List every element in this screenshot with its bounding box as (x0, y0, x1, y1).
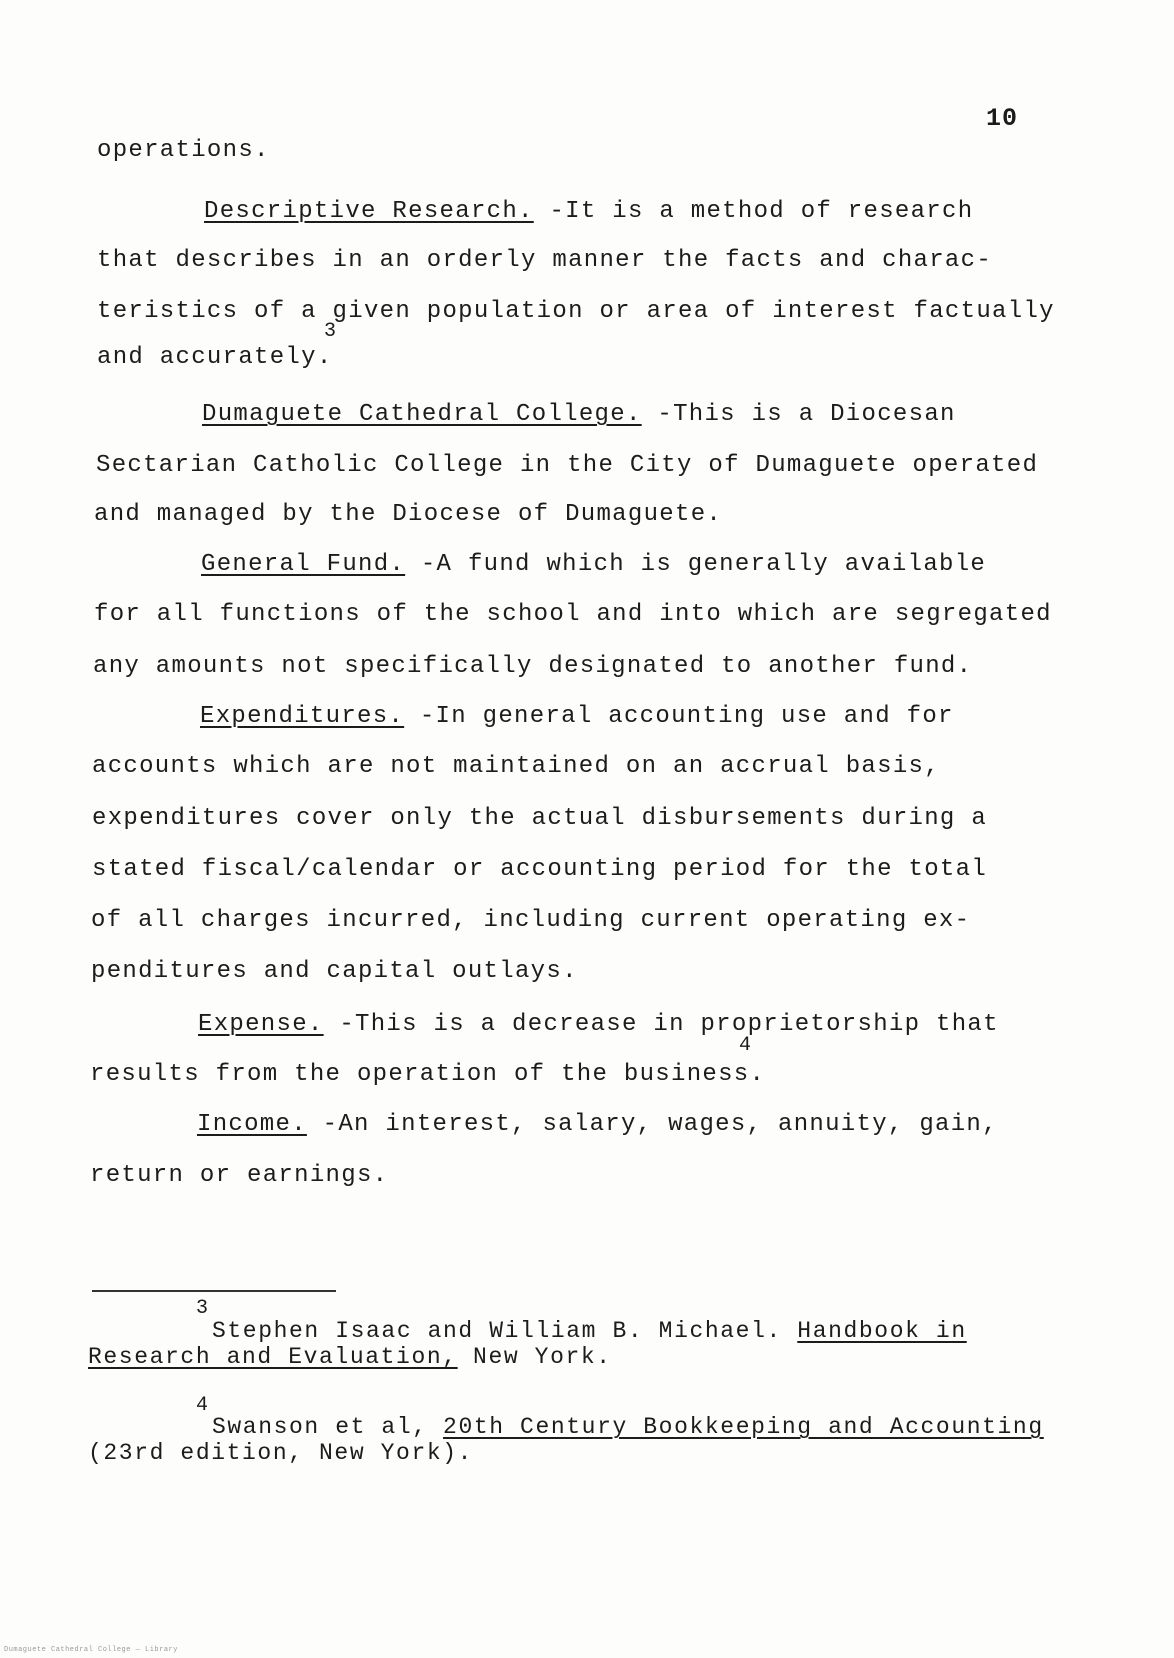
term-descriptive-research: Descriptive Research. (204, 198, 534, 225)
expenditures-line-3: expenditures cover only the actual disbursements during a (92, 805, 988, 832)
term-income: Income. (197, 1111, 307, 1138)
term-dumaguete-cathedral-college: Dumaguete Cathedral College. (202, 401, 642, 428)
income-line-1: Income. -An interest, salary, wages, annuity, gain, (197, 1111, 998, 1138)
dumaguete-line-3: and managed by the Diocese of Dumaguete. (94, 501, 723, 528)
income-line-2: return or earnings. (90, 1162, 389, 1189)
expense-line-2: results from the operation of the business. (90, 1061, 766, 1088)
footnote-ref-3: 3 (324, 320, 337, 343)
expenditures-line-6: penditures and capital outlays. (91, 958, 578, 985)
descriptive-research-line-3: teristics of a given population or area of interest factually (97, 298, 1055, 325)
footnote-4-title: 20th Century Bookkeeping and Accounting (443, 1414, 1044, 1440)
footnote-3-title: Handbook in (797, 1318, 967, 1344)
footnote-4-number: 4 (196, 1394, 209, 1417)
general-fund-line-2: for all functions of the school and into which are segregated (94, 601, 1052, 628)
footnote-3-line-1: Stephen Isaac and William B. Michael. Handbook in (212, 1318, 967, 1344)
descriptive-research-line-2: that describes in an orderly manner the facts and charac- (97, 247, 993, 274)
general-fund-line-3: any amounts not specifically designated to another fund. (93, 653, 973, 680)
footnote-3-line-2: Research and Evaluation, New York. (88, 1344, 612, 1370)
term-expenditures: Expenditures. (200, 703, 405, 730)
scan-footer: Dumaguete Cathedral College — Library (4, 1646, 178, 1654)
page-number: 10 (986, 104, 1019, 133)
term-general-fund: General Fund. (201, 551, 406, 578)
dumaguete-line-1: Dumaguete Cathedral College. -This is a Diocesan (202, 401, 956, 428)
expenditures-line-4: stated fiscal/calendar or accounting period for the total (92, 856, 988, 883)
dumaguete-line-2: Sectarian Catholic College in the City of Dumaguete operated (96, 452, 1039, 479)
expense-line-1: Expense. -This is a decrease in proprietorship that (198, 1011, 999, 1038)
intro-end-line: operations. (97, 137, 270, 164)
footnote-4-line-2: (23rd edition, New York). (88, 1440, 474, 1466)
descriptive-research-line-4: and accurately. (97, 344, 333, 371)
descriptive-research-line-1: Descriptive Research. -It is a method of research (204, 198, 974, 225)
footnote-3-number: 3 (196, 1297, 209, 1320)
expenditures-line-2: accounts which are not maintained on an accrual basis, (92, 753, 940, 780)
footnote-4-line-1: Swanson et al, 20th Century Bookkeeping and Accounting (212, 1414, 1044, 1440)
expenditures-line-1: Expenditures. -In general accounting use and for (200, 703, 954, 730)
footnote-separator (92, 1290, 336, 1292)
footnote-ref-4: 4 (739, 1034, 752, 1057)
expenditures-line-5: of all charges incurred, including current operating ex- (91, 907, 971, 934)
general-fund-line-1: General Fund. -A fund which is generally available (201, 551, 987, 578)
term-expense: Expense. (198, 1011, 324, 1038)
